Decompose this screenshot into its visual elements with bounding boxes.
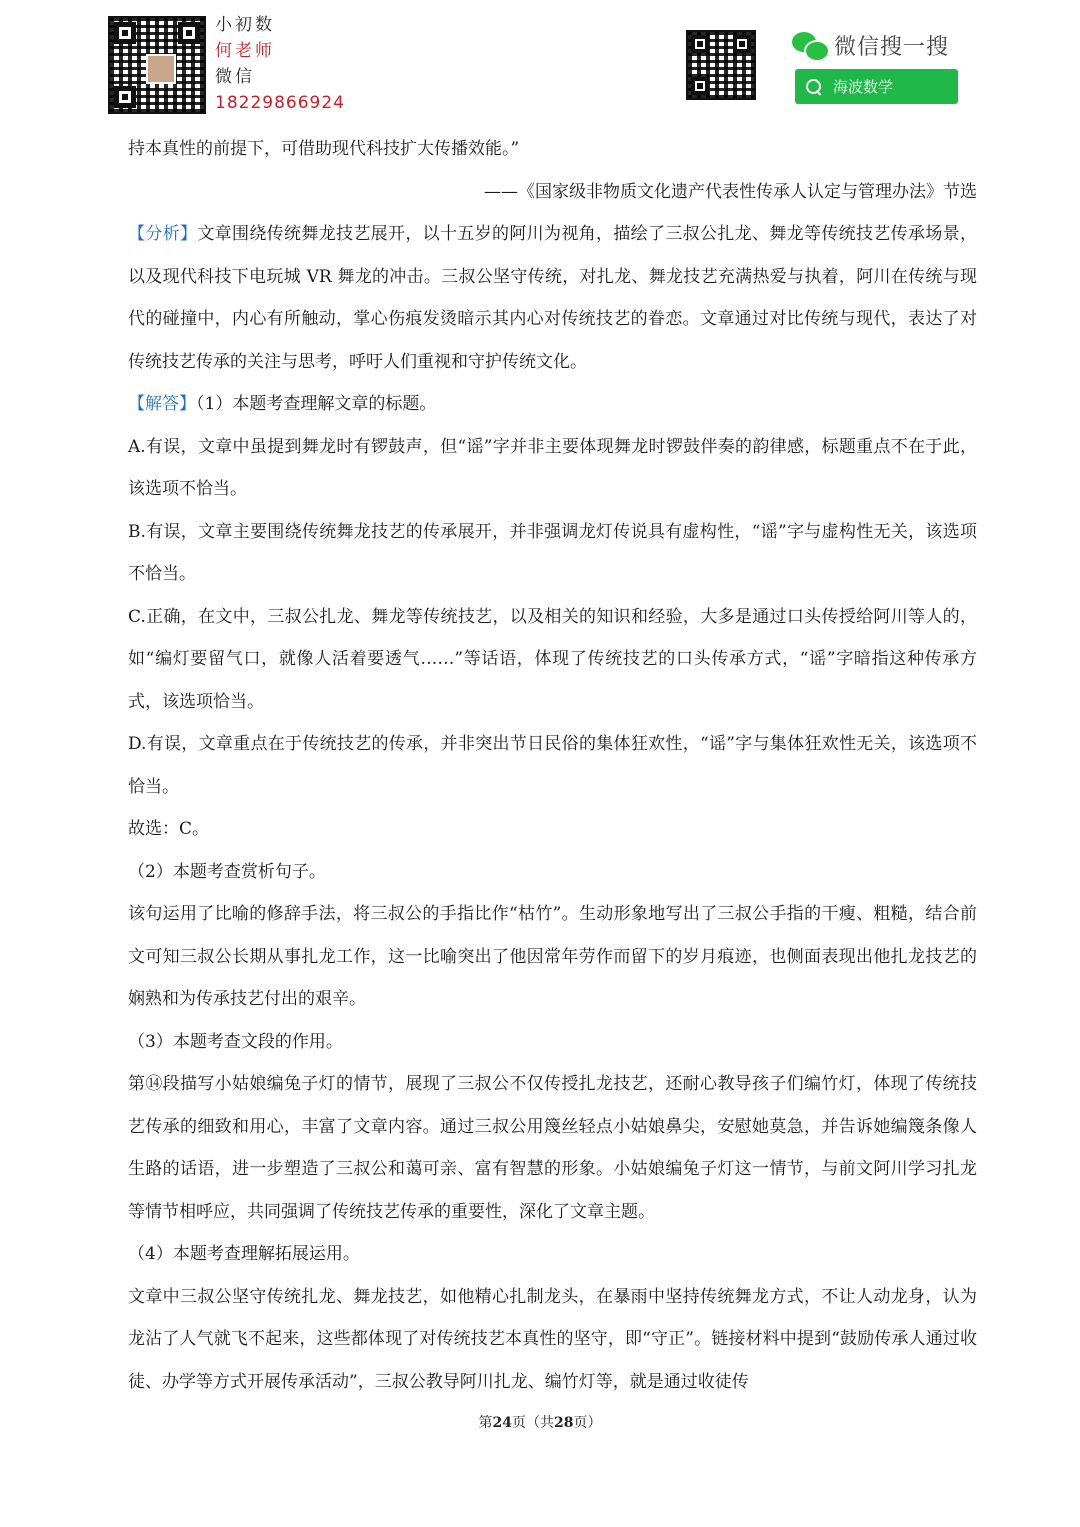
qr-code-icon: [686, 30, 756, 100]
footer-middle: 页（共: [512, 1415, 554, 1431]
answer-paragraph: [128, 383, 977, 426]
question-2-heading: （2）本题考查赏析句子。: [128, 861, 326, 882]
search-icon: [805, 78, 823, 96]
page-number: 24: [492, 1415, 512, 1431]
qr-finder-mark: [691, 35, 709, 53]
qr-finder-mark: [691, 77, 709, 95]
brand-line-phone: 18229866924: [215, 93, 345, 113]
option-b: B.有误，文章主要围绕传统舞龙技艺的传承展开，并非强调龙灯传说具有虚构性，“谣”字与虚构性无关，该选项不恰当。: [128, 521, 977, 584]
qr-code-icon: [108, 16, 206, 114]
paragraph-continuation: 持本真性的前提下，可借助现代科技扩大传播效能。”: [128, 139, 520, 159]
document-body: [128, 128, 977, 1403]
wechat-search-title: 微信搜一搜: [834, 34, 950, 60]
qr-finder-mark: [114, 22, 136, 44]
wechat-icon: [792, 30, 828, 60]
analysis-paragraph: [128, 213, 977, 383]
qr-finder-mark: [114, 86, 136, 108]
search-button-label: 海波数学: [833, 78, 894, 96]
wechat-search-header: [792, 28, 949, 62]
option-c: C.正确，在文中，三叔公扎龙、舞龙等传统技艺，以及相关的知识和经验，大多是通过口头传授给阿川等人的，如“编灯要留气口，就像人活着要透气……”等话语，体现了传统技艺的口头传承方式，“谣”字暗指这种传承方式，该选项恰当。: [128, 606, 977, 712]
question-4-answer: 文章中三叔公坚守传统扎龙、舞龙技艺，如他精心扎制龙头，在暴雨中坚持传统舞龙方式，不让人动龙身，认为龙沾了人气就飞不起来，这些都体现了对传统技艺本真性的坚守，即“守正”。链接材料中提到“鼓励传承人通过收徒、办学等方式开展传承活动”，三叔公教导阿川扎龙、编竹灯等，就是通过收徒传: [128, 1286, 977, 1392]
wechat-search-button[interactable]: [795, 69, 958, 104]
qr-finder-mark: [178, 22, 200, 44]
analysis-tag: 【分析】: [128, 224, 198, 244]
brand-line-subject: 小初数: [215, 15, 275, 35]
brand-line-wechat: 微信: [215, 67, 255, 87]
analysis-text: 文章围绕传统舞龙技艺展开，以十五岁的阿川为视角，描绘了三叔公扎龙、舞龙等传统技艺传承场景，以及现代科技下电玩城 VR 舞龙的冲击。三叔公坚守传统，对扎龙、舞龙技艺充满热爱与执着，阿川在传统与现代的碰撞中，内心有所触动，掌心伤痕发烫暗示其内心对传统技艺的眷恋。文章通过对比传统与现代，表达了对传统技艺传承的关注与思考，呼吁人们重视和守护传统文化。: [128, 224, 978, 372]
question-3-heading: （3）本题考查文段的作用。: [128, 1031, 343, 1052]
selected-answer: 故选：C。: [128, 819, 210, 839]
page-footer: [0, 1412, 1080, 1432]
option-d: D.有误，文章重点在于传统技艺的传承，并非突出节日民俗的集体狂欢性，“谣”字与集体狂欢性无关，该选项不恰当。: [128, 734, 977, 797]
footer-suffix: 页）: [573, 1415, 602, 1431]
contact-info: [215, 12, 345, 116]
answer-tag: 【解答】: [128, 394, 196, 414]
footer-prefix: 第: [478, 1415, 493, 1431]
question-1-heading: （1）本题考查理解文章的标题。: [196, 394, 437, 414]
page-header: [0, 0, 1080, 125]
question-3-answer: 第⑭段描写小姑娘编兔子灯的情节，展现了三叔公不仅传授扎龙技艺，还耐心教导孩子们编竹灯，体现了传统技艺传承的细致和用心，丰富了文章内容。通过三叔公用篾丝轻点小姑娘鼻尖，安慰她莫急，并告诉她编篾条像人生路的话语，进一步塑造了三叔公和蔼可亲、富有智慧的形象。小姑娘编兔子灯这一情节，与前文阿川学习扎龙等情节相呼应，共同强调了传统技艺传承的重要性，深化了文章主题。: [128, 1074, 977, 1222]
avatar: [146, 54, 176, 84]
question-4-heading: （4）本题考查理解拓展运用。: [128, 1244, 360, 1264]
option-a: A.有误，文章中虽提到舞龙时有锣鼓声，但“谣”字并非主要体现舞龙时锣鼓伴奏的韵律感，标题重点不在于此，该选项不恰当。: [128, 436, 977, 499]
question-2-answer: 该句运用了比喻的修辞手法，将三叔公的手指比作“枯竹”。生动形象地写出了三叔公手指的干瘦、粗糙，结合前文可知三叔公长期从事扎龙工作，这一比喻突出了他因常年劳作而留下的岁月痕迹，也侧面表现出他扎龙技艺的娴熟和为传承技艺付出的艰辛。: [128, 904, 977, 1009]
brand-line-teacher: 何老师: [215, 41, 275, 61]
qr-finder-mark: [733, 35, 751, 53]
total-pages: 28: [554, 1415, 574, 1431]
source-citation: ——《国家级非物质文化遗产代表性传承人认定与管理办法》节选: [484, 181, 977, 202]
